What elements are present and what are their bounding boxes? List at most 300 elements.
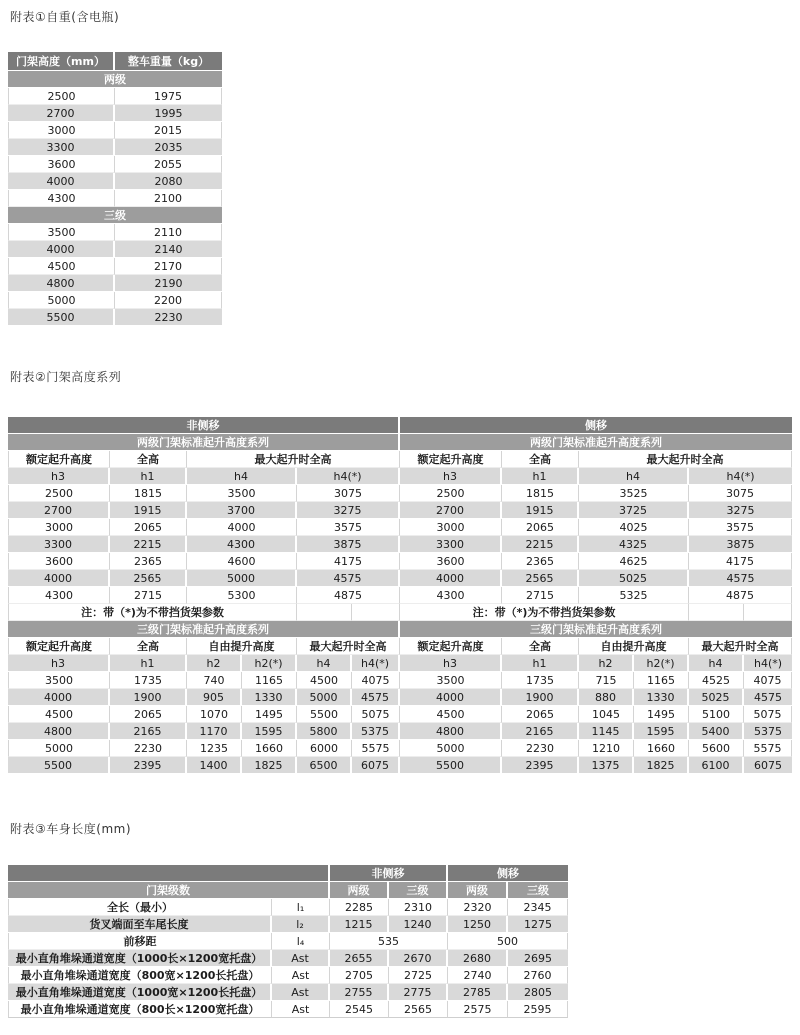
data-cell: 2100 bbox=[115, 190, 222, 207]
data-cell: 3300 bbox=[8, 139, 115, 156]
data-cell: 5075 bbox=[352, 706, 400, 723]
data-cell: 4500 bbox=[8, 258, 115, 275]
row-label: 最小直角堆垛通道宽度（1000长×1200宽托盘） bbox=[8, 950, 272, 967]
note-cell: 注：带（*)为不带挡货架参数 bbox=[400, 604, 689, 621]
data-cell: 3000 bbox=[400, 519, 502, 536]
column-header: 额定起升高度 bbox=[8, 451, 110, 468]
data-cell: 2080 bbox=[115, 173, 222, 190]
data-cell: 4500 bbox=[400, 706, 502, 723]
data-cell: 3725 bbox=[579, 502, 689, 519]
data-cell: 1250 bbox=[448, 916, 508, 933]
data-cell: 2715 bbox=[110, 587, 187, 604]
data-cell: 715 bbox=[579, 672, 634, 689]
table-row bbox=[8, 933, 568, 950]
column-header: 额定起升高度 bbox=[400, 451, 502, 468]
data-cell: 3500 bbox=[400, 672, 502, 689]
data-cell: 4175 bbox=[297, 553, 400, 570]
column-header: 门架高度（mm） bbox=[8, 52, 115, 71]
data-cell: 2565 bbox=[389, 1001, 448, 1018]
data-cell: 1595 bbox=[634, 723, 689, 740]
table-row bbox=[8, 417, 792, 434]
data-cell: 4175 bbox=[689, 553, 792, 570]
data-cell: 4800 bbox=[8, 723, 110, 740]
data-cell: 2140 bbox=[115, 241, 222, 258]
data-cell: 4000 bbox=[8, 173, 115, 190]
table-row bbox=[8, 689, 792, 706]
table-row bbox=[8, 105, 222, 122]
data-cell: 2760 bbox=[508, 967, 568, 984]
table1-self-weight bbox=[8, 52, 222, 326]
symbol-cell: l₄ bbox=[272, 933, 330, 950]
table-row bbox=[8, 241, 222, 258]
table3-title: 附表③车身长度(mm) bbox=[10, 822, 132, 836]
data-cell: 1735 bbox=[110, 672, 187, 689]
data-cell: 1215 bbox=[330, 916, 389, 933]
data-cell: 5575 bbox=[352, 740, 400, 757]
table1-title: 附表①自重(含电瓶) bbox=[10, 10, 120, 24]
data-cell: 2345 bbox=[508, 899, 568, 916]
data-cell: 1915 bbox=[110, 502, 187, 519]
table-row bbox=[8, 536, 792, 553]
table-row bbox=[8, 71, 222, 88]
data-cell: 6075 bbox=[352, 757, 400, 774]
section-header: 两级 bbox=[8, 71, 222, 88]
empty-cell bbox=[8, 865, 330, 882]
section-header: 两级门架标准起升高度系列 bbox=[8, 434, 400, 451]
table-row bbox=[8, 52, 222, 71]
data-cell: 5025 bbox=[579, 570, 689, 587]
data-cell: 905 bbox=[187, 689, 242, 706]
column-header: 全高 bbox=[502, 451, 579, 468]
data-cell: 2215 bbox=[502, 536, 579, 553]
table-row bbox=[8, 865, 568, 882]
table-row bbox=[8, 434, 792, 451]
data-cell: 2365 bbox=[502, 553, 579, 570]
data-cell: 4575 bbox=[689, 570, 792, 587]
data-cell: 4500 bbox=[297, 672, 352, 689]
data-cell: 1915 bbox=[502, 502, 579, 519]
data-cell: 2215 bbox=[110, 536, 187, 553]
data-cell: 535 bbox=[330, 933, 448, 950]
data-cell: 3875 bbox=[689, 536, 792, 553]
data-cell: 2065 bbox=[502, 706, 579, 723]
symbol-header: h2 bbox=[579, 655, 634, 672]
data-cell: 5000 bbox=[400, 740, 502, 757]
row-label: 前移距 bbox=[8, 933, 272, 950]
data-cell: 3000 bbox=[8, 122, 115, 139]
data-cell: 2230 bbox=[110, 740, 187, 757]
data-cell: 2320 bbox=[448, 899, 508, 916]
symbol-header: h2 bbox=[187, 655, 242, 672]
data-cell: 2230 bbox=[502, 740, 579, 757]
data-cell: 2310 bbox=[389, 899, 448, 916]
data-cell: 6000 bbox=[297, 740, 352, 757]
table-row bbox=[8, 916, 568, 933]
column-header: 额定起升高度 bbox=[400, 638, 502, 655]
symbol-header: h4 bbox=[187, 468, 297, 485]
column-header: 自由提升高度 bbox=[187, 638, 297, 655]
data-cell: 2705 bbox=[330, 967, 389, 984]
data-cell: 880 bbox=[579, 689, 634, 706]
table2-title: 附表②门架高度系列 bbox=[10, 370, 122, 384]
data-cell: 5025 bbox=[689, 689, 744, 706]
symbol-header: h3 bbox=[8, 468, 110, 485]
column-header: 最大起升时全高 bbox=[689, 638, 792, 655]
data-cell: 2755 bbox=[330, 984, 389, 1001]
symbol-header: h4 bbox=[579, 468, 689, 485]
data-cell: 3500 bbox=[8, 224, 115, 241]
data-cell: 6100 bbox=[689, 757, 744, 774]
data-cell: 1400 bbox=[187, 757, 242, 774]
data-cell: 5500 bbox=[297, 706, 352, 723]
table-row bbox=[8, 570, 792, 587]
data-cell: 3575 bbox=[689, 519, 792, 536]
data-cell: 1235 bbox=[187, 740, 242, 757]
data-cell: 2805 bbox=[508, 984, 568, 1001]
data-cell: 1815 bbox=[502, 485, 579, 502]
data-cell: 4000 bbox=[8, 241, 115, 258]
table-row bbox=[8, 757, 792, 774]
section-header: 三级门架标准起升高度系列 bbox=[400, 621, 792, 638]
group-header: 侧移 bbox=[448, 865, 568, 882]
table-row bbox=[8, 485, 792, 502]
data-cell: 2545 bbox=[330, 1001, 389, 1018]
table-row bbox=[8, 638, 792, 655]
data-cell: 4300 bbox=[8, 190, 115, 207]
data-cell: 2725 bbox=[389, 967, 448, 984]
data-cell: 2700 bbox=[400, 502, 502, 519]
empty-cell bbox=[352, 604, 400, 621]
data-cell: 5400 bbox=[689, 723, 744, 740]
row-label: 最小直角堆垛通道宽度（1000宽×1200长托盘） bbox=[8, 984, 272, 1001]
data-cell: 3075 bbox=[297, 485, 400, 502]
data-cell: 4575 bbox=[352, 689, 400, 706]
data-cell: 2500 bbox=[8, 88, 115, 105]
symbol-header: h3 bbox=[400, 655, 502, 672]
data-cell: 5325 bbox=[579, 587, 689, 604]
table-row bbox=[8, 292, 222, 309]
table-row bbox=[8, 190, 222, 207]
data-cell: 4325 bbox=[579, 536, 689, 553]
symbol-header: h1 bbox=[502, 655, 579, 672]
data-cell: 2775 bbox=[389, 984, 448, 1001]
data-cell: 5000 bbox=[8, 292, 115, 309]
table-row bbox=[8, 309, 222, 326]
table-row bbox=[8, 723, 792, 740]
column-header: 最大起升时全高 bbox=[579, 451, 792, 468]
table-row bbox=[8, 122, 222, 139]
data-cell: 4300 bbox=[400, 587, 502, 604]
data-cell: 4000 bbox=[400, 689, 502, 706]
symbol-header: h4(*) bbox=[297, 468, 400, 485]
section-header: 三级门架标准起升高度系列 bbox=[8, 621, 400, 638]
table-row bbox=[8, 139, 222, 156]
table-row bbox=[8, 587, 792, 604]
data-cell: 1045 bbox=[579, 706, 634, 723]
table-row bbox=[8, 621, 792, 638]
data-cell: 4800 bbox=[400, 723, 502, 740]
data-cell: 1815 bbox=[110, 485, 187, 502]
symbol-cell: Ast bbox=[272, 984, 330, 1001]
column-header: 门架级数 bbox=[8, 882, 330, 899]
data-cell: 740 bbox=[187, 672, 242, 689]
table-row bbox=[8, 553, 792, 570]
symbol-header: h3 bbox=[400, 468, 502, 485]
table-row bbox=[8, 173, 222, 190]
data-cell: 1165 bbox=[634, 672, 689, 689]
data-cell: 5375 bbox=[744, 723, 792, 740]
data-cell: 2565 bbox=[502, 570, 579, 587]
data-cell: 1660 bbox=[634, 740, 689, 757]
table-row bbox=[8, 502, 792, 519]
data-cell: 2165 bbox=[502, 723, 579, 740]
table-row bbox=[8, 672, 792, 689]
data-cell: 1495 bbox=[242, 706, 297, 723]
data-cell: 3600 bbox=[8, 553, 110, 570]
data-cell: 3000 bbox=[8, 519, 110, 536]
data-cell: 1825 bbox=[634, 757, 689, 774]
data-cell: 4075 bbox=[744, 672, 792, 689]
table-row bbox=[8, 207, 222, 224]
data-cell: 2065 bbox=[110, 519, 187, 536]
symbol-header: h2(*) bbox=[242, 655, 297, 672]
column-header: 三级 bbox=[508, 882, 568, 899]
data-cell: 4300 bbox=[187, 536, 297, 553]
data-cell: 3275 bbox=[297, 502, 400, 519]
symbol-cell: l₂ bbox=[272, 916, 330, 933]
table-row bbox=[8, 1001, 568, 1018]
column-header: 两级 bbox=[448, 882, 508, 899]
data-cell: 2715 bbox=[502, 587, 579, 604]
group-header: 非侧移 bbox=[330, 865, 448, 882]
data-cell: 3575 bbox=[297, 519, 400, 536]
data-cell: 4000 bbox=[8, 570, 110, 587]
data-cell: 2740 bbox=[448, 967, 508, 984]
data-cell: 2190 bbox=[115, 275, 222, 292]
row-label: 最小直角堆垛通道宽度（800宽×1200长托盘） bbox=[8, 967, 272, 984]
data-cell: 5000 bbox=[187, 570, 297, 587]
data-cell: 2500 bbox=[8, 485, 110, 502]
data-cell: 1495 bbox=[634, 706, 689, 723]
data-cell: 2035 bbox=[115, 139, 222, 156]
data-cell: 3275 bbox=[689, 502, 792, 519]
data-cell: 3500 bbox=[187, 485, 297, 502]
symbol-cell: Ast bbox=[272, 950, 330, 967]
data-cell: 4575 bbox=[297, 570, 400, 587]
table-row bbox=[8, 882, 568, 899]
data-cell: 2285 bbox=[330, 899, 389, 916]
table2-mast-height-series bbox=[8, 417, 792, 774]
data-cell: 5300 bbox=[187, 587, 297, 604]
data-cell: 2575 bbox=[448, 1001, 508, 1018]
column-header: 最大起升时全高 bbox=[297, 638, 400, 655]
data-cell: 5100 bbox=[689, 706, 744, 723]
data-cell: 3500 bbox=[8, 672, 110, 689]
table3-body-length bbox=[8, 865, 568, 1018]
data-cell: 2700 bbox=[8, 105, 115, 122]
data-cell: 1240 bbox=[389, 916, 448, 933]
table-row bbox=[8, 899, 568, 916]
table-row bbox=[8, 224, 222, 241]
column-header: 最大起升时全高 bbox=[187, 451, 400, 468]
column-header: 全高 bbox=[110, 638, 187, 655]
data-cell: 2785 bbox=[448, 984, 508, 1001]
data-cell: 3875 bbox=[297, 536, 400, 553]
data-cell: 1995 bbox=[115, 105, 222, 122]
note-cell: 注：带（*)为不带挡货架参数 bbox=[8, 604, 297, 621]
data-cell: 2055 bbox=[115, 156, 222, 173]
data-cell: 1170 bbox=[187, 723, 242, 740]
data-cell: 1070 bbox=[187, 706, 242, 723]
column-header: 全高 bbox=[502, 638, 579, 655]
data-cell: 1595 bbox=[242, 723, 297, 740]
symbol-header: h1 bbox=[502, 468, 579, 485]
data-cell: 2015 bbox=[115, 122, 222, 139]
symbol-header: h4 bbox=[689, 655, 744, 672]
data-cell: 2110 bbox=[115, 224, 222, 241]
table-row bbox=[8, 451, 792, 468]
data-cell: 2200 bbox=[115, 292, 222, 309]
data-cell: 4575 bbox=[744, 689, 792, 706]
data-cell: 2670 bbox=[389, 950, 448, 967]
data-cell: 1375 bbox=[579, 757, 634, 774]
data-cell: 2695 bbox=[508, 950, 568, 967]
row-label: 货叉端面至车尾长度 bbox=[8, 916, 272, 933]
symbol-header: h2(*) bbox=[634, 655, 689, 672]
data-cell: 2395 bbox=[502, 757, 579, 774]
data-cell: 1145 bbox=[579, 723, 634, 740]
data-cell: 1900 bbox=[502, 689, 579, 706]
data-cell: 2230 bbox=[115, 309, 222, 326]
table-row bbox=[8, 740, 792, 757]
table-row bbox=[8, 258, 222, 275]
data-cell: 1660 bbox=[242, 740, 297, 757]
data-cell: 5800 bbox=[297, 723, 352, 740]
data-cell: 2395 bbox=[110, 757, 187, 774]
data-cell: 4875 bbox=[689, 587, 792, 604]
table-row bbox=[8, 604, 792, 621]
data-cell: 6500 bbox=[297, 757, 352, 774]
table-row bbox=[8, 275, 222, 292]
group-header: 侧移 bbox=[400, 417, 792, 434]
symbol-header: h1 bbox=[110, 468, 187, 485]
data-cell: 3525 bbox=[579, 485, 689, 502]
column-header: 三级 bbox=[389, 882, 448, 899]
data-cell: 2565 bbox=[110, 570, 187, 587]
table-row bbox=[8, 706, 792, 723]
symbol-cell: Ast bbox=[272, 967, 330, 984]
column-header: 整车重量（kg） bbox=[115, 52, 222, 71]
data-cell: 2170 bbox=[115, 258, 222, 275]
data-cell: 4600 bbox=[187, 553, 297, 570]
data-cell: 5000 bbox=[297, 689, 352, 706]
row-label: 全长（最小） bbox=[8, 899, 272, 916]
symbol-header: h4 bbox=[297, 655, 352, 672]
row-label: 最小直角堆垛通道宽度（800长×1200宽托盘） bbox=[8, 1001, 272, 1018]
table-row bbox=[8, 655, 792, 672]
data-cell: 2500 bbox=[400, 485, 502, 502]
data-cell: 4025 bbox=[579, 519, 689, 536]
table-row bbox=[8, 950, 568, 967]
data-cell: 2700 bbox=[8, 502, 110, 519]
symbol-header: h4(*) bbox=[689, 468, 792, 485]
table-row bbox=[8, 967, 568, 984]
column-header: 自由提升高度 bbox=[579, 638, 689, 655]
data-cell: 4000 bbox=[8, 689, 110, 706]
data-cell: 5375 bbox=[352, 723, 400, 740]
data-cell: 1275 bbox=[508, 916, 568, 933]
data-cell: 3600 bbox=[8, 156, 115, 173]
data-cell: 2165 bbox=[110, 723, 187, 740]
data-cell: 1975 bbox=[115, 88, 222, 105]
empty-cell bbox=[689, 604, 744, 621]
data-cell: 3300 bbox=[400, 536, 502, 553]
data-cell: 5500 bbox=[400, 757, 502, 774]
data-cell: 5600 bbox=[689, 740, 744, 757]
data-cell: 2065 bbox=[502, 519, 579, 536]
table-row bbox=[8, 519, 792, 536]
data-cell: 2680 bbox=[448, 950, 508, 967]
data-cell: 5575 bbox=[744, 740, 792, 757]
symbol-cell: Ast bbox=[272, 1001, 330, 1018]
data-cell: 5500 bbox=[8, 757, 110, 774]
data-cell: 1825 bbox=[242, 757, 297, 774]
table-row bbox=[8, 984, 568, 1001]
empty-cell bbox=[297, 604, 352, 621]
table-row bbox=[8, 156, 222, 173]
data-cell: 4000 bbox=[400, 570, 502, 587]
data-cell: 2065 bbox=[110, 706, 187, 723]
data-cell: 4875 bbox=[297, 587, 400, 604]
symbol-header: h4(*) bbox=[352, 655, 400, 672]
symbol-cell: l₁ bbox=[272, 899, 330, 916]
data-cell: 3600 bbox=[400, 553, 502, 570]
data-cell: 6075 bbox=[744, 757, 792, 774]
data-cell: 5075 bbox=[744, 706, 792, 723]
data-cell: 5000 bbox=[8, 740, 110, 757]
data-cell: 1735 bbox=[502, 672, 579, 689]
symbol-header: h1 bbox=[110, 655, 187, 672]
data-cell: 1165 bbox=[242, 672, 297, 689]
data-cell: 500 bbox=[448, 933, 568, 950]
data-cell: 2365 bbox=[110, 553, 187, 570]
symbol-header: h3 bbox=[8, 655, 110, 672]
section-header: 两级门架标准起升高度系列 bbox=[400, 434, 792, 451]
data-cell: 4800 bbox=[8, 275, 115, 292]
data-cell: 2655 bbox=[330, 950, 389, 967]
data-cell: 1330 bbox=[242, 689, 297, 706]
column-header: 额定起升高度 bbox=[8, 638, 110, 655]
group-header: 非侧移 bbox=[8, 417, 400, 434]
data-cell: 5500 bbox=[8, 309, 115, 326]
symbol-header: h4(*) bbox=[744, 655, 792, 672]
data-cell: 3700 bbox=[187, 502, 297, 519]
column-header: 两级 bbox=[330, 882, 389, 899]
data-cell: 1900 bbox=[110, 689, 187, 706]
section-header: 三级 bbox=[8, 207, 222, 224]
table-row bbox=[8, 88, 222, 105]
table-row bbox=[8, 468, 792, 485]
data-cell: 4300 bbox=[8, 587, 110, 604]
data-cell: 3300 bbox=[8, 536, 110, 553]
data-cell: 2595 bbox=[508, 1001, 568, 1018]
data-cell: 4525 bbox=[689, 672, 744, 689]
data-cell: 4625 bbox=[579, 553, 689, 570]
empty-cell bbox=[744, 604, 792, 621]
data-cell: 1210 bbox=[579, 740, 634, 757]
data-cell: 4500 bbox=[8, 706, 110, 723]
data-cell: 4075 bbox=[352, 672, 400, 689]
